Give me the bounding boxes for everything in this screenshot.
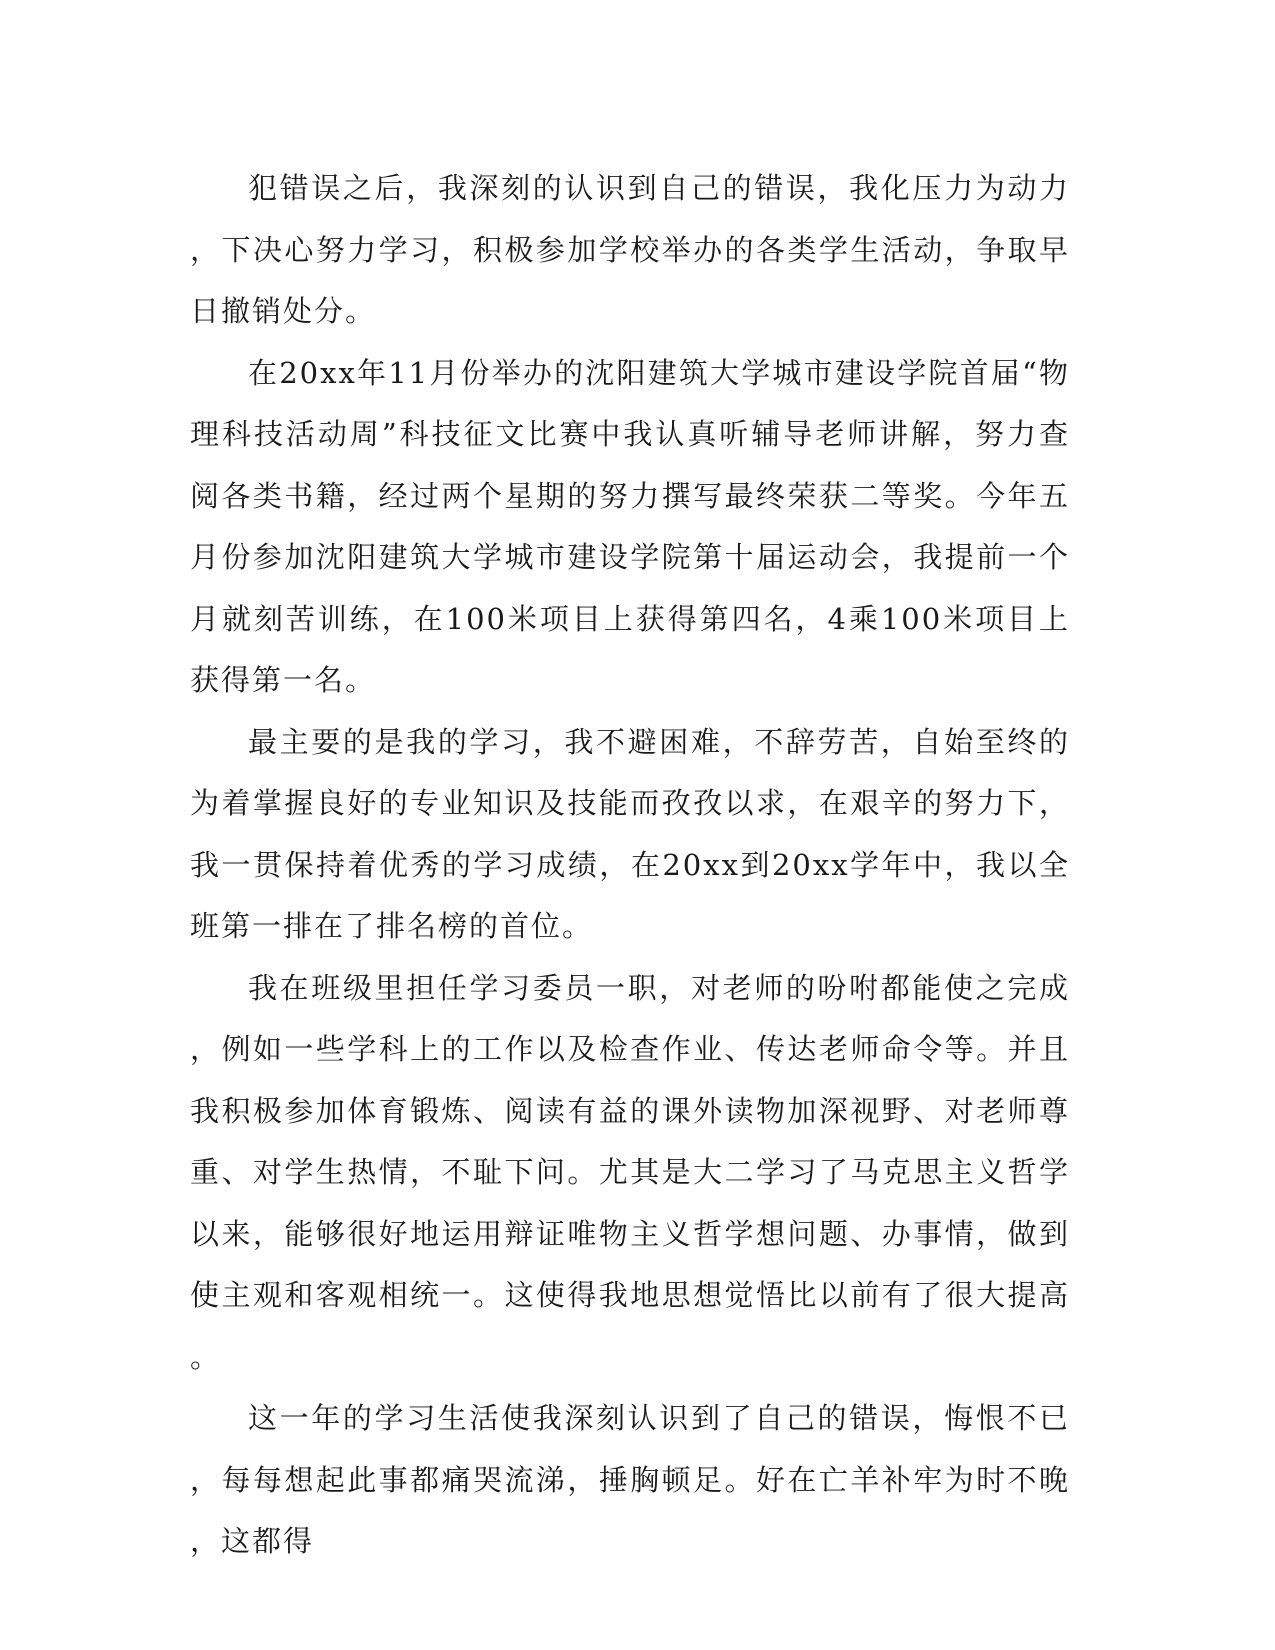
paragraph-class-duties: 我在班级里担任学习委员一职，对老师的吩咐都能使之完成，例如一些学科上的工作以及检查作业、传达老师命令等。并且我积极参加体育锻炼、阅读有益的课外读物加深视野、对老师尊重、对学生热情，不耻下问。尤其是大二学习了马克思主义哲学以来，能够很好地运用辩证唯物主义哲学想问题、办事情，做到使主观和客观相统一。这使得我地思想觉悟比以前有了很大提高。 bbox=[190, 970, 1070, 1374]
paragraph-achievements: 在20xx年11月份举办的沈阳建筑大学城市建设学院首届“物理科技活动周”科技征文比赛中我认真听辅导老师讲解，努力查阅各类书籍，经过两个星期的努力撰写最终荣获二等奖。今年五月份参加沈阳建筑大学城市建设学院第十届运动会，我提前一个月就刻苦训练，在100米项目上获得第四名，4乘100米项目上获得第一名。 bbox=[190, 355, 1070, 697]
paragraph-study-performance: 最主要的是我的学习，我不避困难，不辞劳苦，自始至终的为着掌握良好的专业知识及技能而孜孜以求，在艰辛的努力下，我一贯保持着优秀的学习成绩，在20xx到20xx学年中，我以全班第一排在了排名榜的首位。 bbox=[190, 724, 1070, 943]
paragraph-mistake-reflection: 犯错误之后，我深刻的认识到自己的错误，我化压力为动力，下决心努力学习，积极参加学校举办的各类学生活动，争取早日撤销处分。 bbox=[190, 171, 1070, 328]
paragraph-year-summary: 这一年的学习生活使我深刻认识到了自己的错误，悔恨不已，每每想起此事都痛哭流涕，捶胸顿足。好在亡羊补牢为时不晚，这都得 bbox=[190, 1401, 1070, 1558]
document-body bbox=[190, 158, 1070, 1573]
